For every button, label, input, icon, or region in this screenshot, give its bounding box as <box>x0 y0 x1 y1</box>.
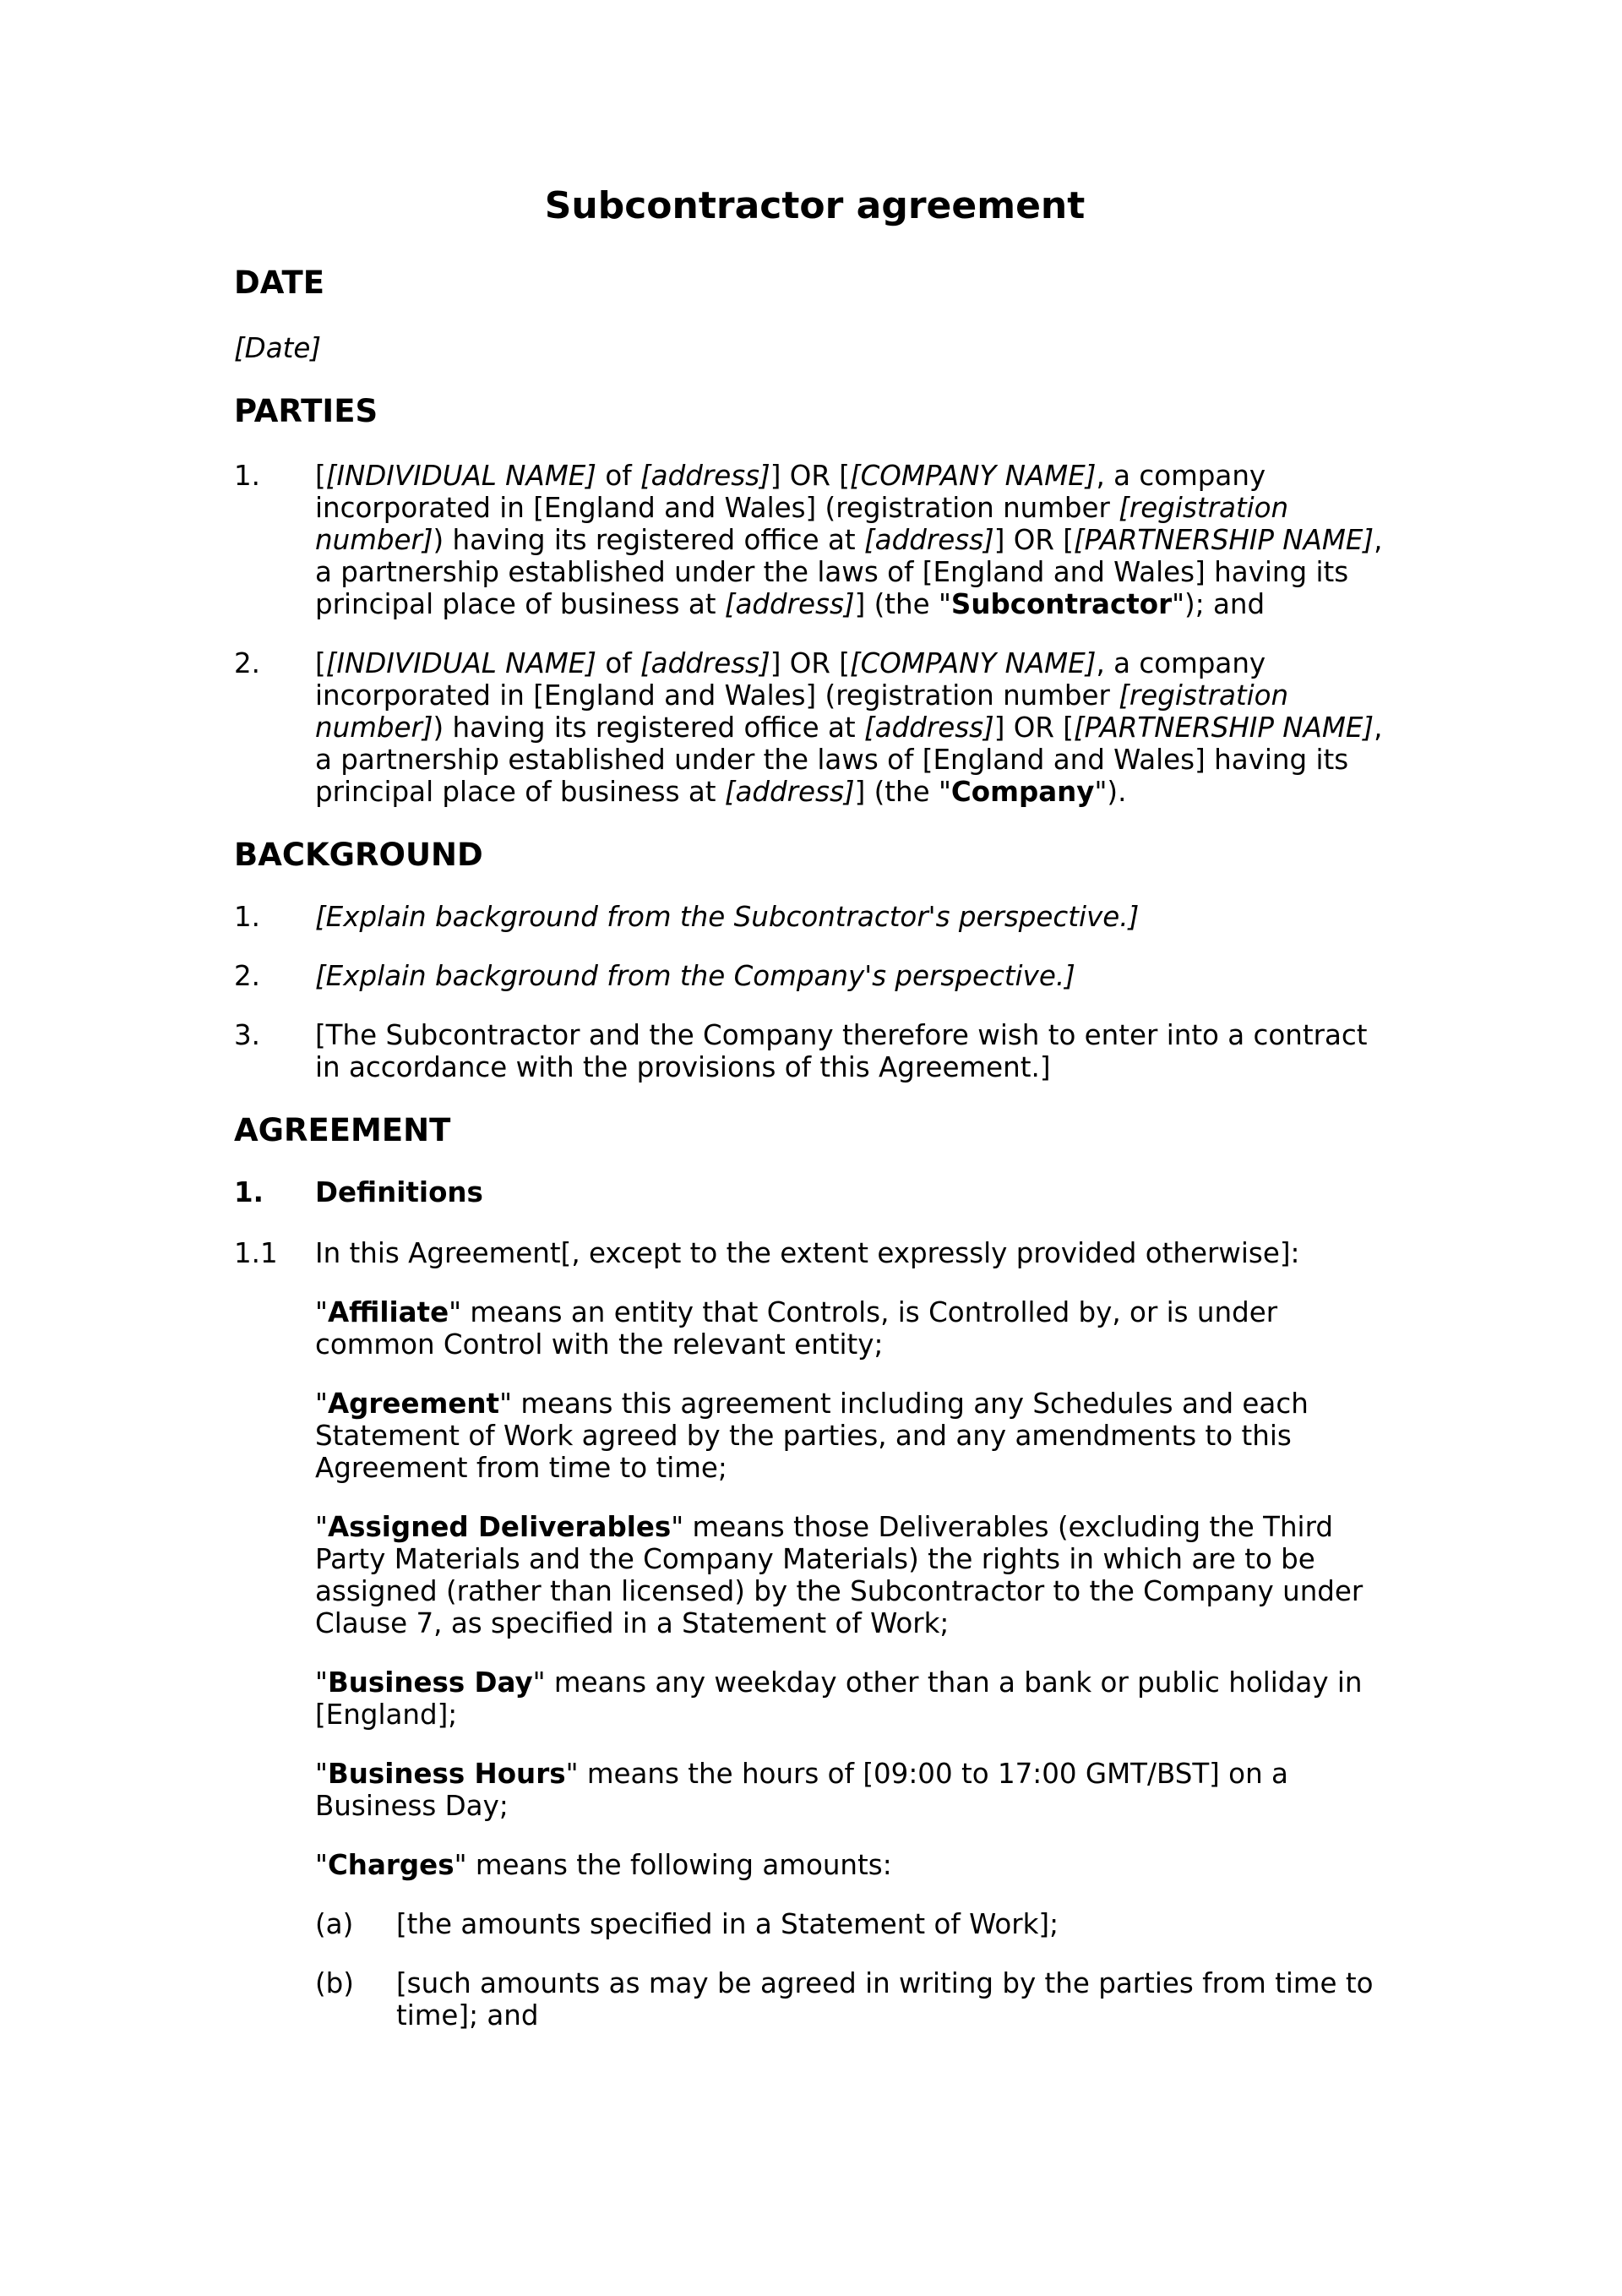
defined-term: Company <box>950 775 1095 808</box>
party-number: 2. <box>234 646 261 679</box>
charges-item-b <box>315 1967 1400 2031</box>
background-number: 3. <box>234 1018 261 1051</box>
background-item-1 <box>234 901 1400 933</box>
parties-heading: PARTIES <box>234 393 378 430</box>
defined-term: Subcontractor <box>950 587 1173 620</box>
party-item-1 <box>234 460 1400 620</box>
charges-item-a <box>315 1908 1400 1940</box>
defined-term: Business Day <box>327 1666 533 1699</box>
background-item-3 <box>234 1019 1400 1083</box>
party-text: [[INDIVIDUAL NAME] of [address]] OR [[COMPANY NAME], a company incorporated in [England and Wales] (registration number [registration number]) having its registered office at [address]] OR [[PARTNERSHIP NAME], a partnership established under the laws of [England and Wales] having its principal place of business at [address]] (the "Company"). <box>315 646 1383 808</box>
party-text: [[INDIVIDUAL NAME] of [address]] OR [[COMPANY NAME], a company incorporated in [England and Wales] (registration number [registration number]) having its registered office at [address]] OR [[PARTNERSHIP NAME], a partnership established under the laws of [England and Wales] having its principal place of business at [address]] (the "Subcontractor"); and <box>315 459 1383 620</box>
document-title: Subcontractor agreement <box>544 184 1086 227</box>
background-text: [The Subcontractor and the Company therefore wish to enter into a contract in accordance with the provisions of this Agreement.] <box>315 1018 1368 1083</box>
charges-item-number: (b) <box>315 1967 354 2000</box>
defined-term: Assigned Deliverables <box>327 1511 672 1544</box>
clause-heading-definitions <box>234 1176 1400 1208</box>
charges-item-number: (a) <box>315 1908 354 1941</box>
background-item-2 <box>234 960 1400 992</box>
defined-term: Agreement <box>327 1388 500 1421</box>
definition-business-day: "Business Day" means any weekday other than a bank or public holiday in [England]; <box>315 1666 1363 1732</box>
clause-number: 1.1 <box>234 1237 278 1270</box>
definition-affiliate: "Affiliate" means an entity that Controls, is Controlled by, or is under common Control with the relevant entity; <box>315 1296 1278 1361</box>
definition-assigned-deliverables: "Assigned Deliverables" means those Deliverables (excluding the Third Party Materials and the Company Materials) the rights in which are to be assigned (rather than licensed) by the Subcontractor to the Company under Clause 7, as specified in a Statement of Work; <box>315 1511 1363 1640</box>
defined-term: Affiliate <box>327 1296 449 1329</box>
definition-business-hours: "Business Hours" means the hours of [09:00 to 17:00 GMT/BST] on a Business Day; <box>315 1758 1288 1823</box>
charges-item-text: [the amounts specified in a Statement of Work]; <box>396 1908 1059 1941</box>
background-text: [Explain background from the Subcontractor's perspective.] <box>315 900 1140 933</box>
date-placeholder: [Date] <box>234 332 322 365</box>
definition-agreement: "Agreement" means this agreement including any Schedules and each Statement of Work agreed by the parties, and any amendments to this Agreement from time to time; <box>315 1388 1309 1485</box>
definition-charges: "Charges" means the following amounts: <box>315 1849 892 1882</box>
agreement-heading: AGREEMENT <box>234 1111 451 1148</box>
background-number: 2. <box>234 959 261 992</box>
date-value <box>234 332 1400 364</box>
defined-term: Business Hours <box>327 1758 566 1791</box>
background-heading: BACKGROUND <box>234 836 483 873</box>
clause-1-1 <box>234 1237 1400 1269</box>
defined-term: Charges <box>327 1849 454 1882</box>
charges-item-text: [such amounts as may be agreed in writing by the parties from time to time]; and <box>396 1967 1374 2032</box>
background-text: [Explain background from the Company's perspective.] <box>315 959 1075 992</box>
party-number: 1. <box>234 459 261 492</box>
date-heading: DATE <box>234 264 324 301</box>
document-content <box>234 184 1400 2059</box>
party-item-2 <box>234 647 1400 808</box>
background-number: 1. <box>234 900 261 933</box>
clause-title: Definitions <box>315 1176 483 1209</box>
clause-number: 1. <box>234 1176 264 1209</box>
clause-text: In this Agreement[, except to the extent expressly provided otherwise]: <box>315 1237 1300 1270</box>
